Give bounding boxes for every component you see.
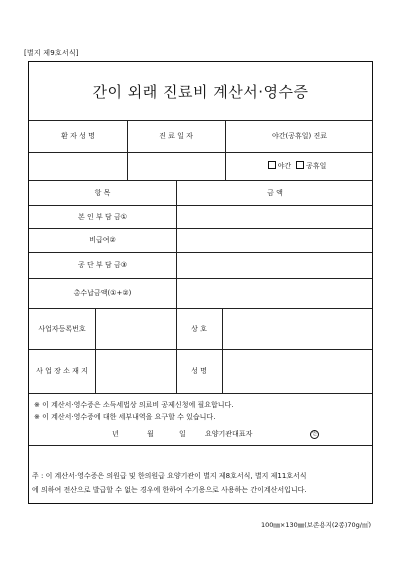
holiday-option-label: 공휴일 (306, 162, 327, 170)
address-field[interactable] (95, 349, 176, 393)
representative-name-label: 성 명 (191, 367, 207, 375)
representative-label: 요양기관대표자 (205, 430, 253, 438)
company-name-label: 상 호 (191, 324, 207, 333)
paper-spec: 100㎜×130㎜(보존용지(2종)70g/㎡) (260, 521, 371, 529)
treatment-date-label: 진 료 일 자 (159, 132, 193, 140)
amount-column-header: 금 액 (267, 188, 283, 197)
holiday-checkbox[interactable] (296, 161, 304, 169)
footnote-line: 에 의하여 전산으로 발급할 수 없는 경우에 한하여 수기용으로 사용하는 간이계산서입니다. (32, 486, 307, 494)
night-checkbox[interactable] (268, 161, 276, 169)
treatment-date-field[interactable] (127, 152, 225, 180)
seal-icon: 인 (310, 430, 319, 439)
representative-name-field[interactable] (222, 349, 374, 393)
company-name-field[interactable] (222, 308, 374, 349)
night-holiday-label: 야간(공휴일) 진료 (271, 132, 328, 140)
item-insurer-amount[interactable] (176, 252, 374, 278)
signature-year: 년 (112, 430, 119, 438)
registration-number-field[interactable] (95, 308, 176, 349)
patient-name-field[interactable] (29, 152, 127, 180)
note-line: ※ 이 계산서·영수증에 대한 세부내역을 요구할 수 있습니다. (34, 413, 216, 421)
item-noncovered-amount[interactable] (176, 228, 374, 252)
annex-label: [별지 제9호서식] (24, 49, 79, 57)
seal-mark (310, 428, 319, 440)
item-copayment-label: 본 인 부 담 금① (78, 212, 127, 221)
holiday-option[interactable] (296, 161, 326, 171)
item-copayment-amount[interactable] (176, 205, 374, 228)
note-line: ※ 이 계산서·영수증은 소득세법상 의료비 공제신청에 필요합니다. (34, 401, 234, 409)
form-title: 간이 외래 진료비 계산서·영수증 (92, 82, 309, 101)
receipt-form (28, 61, 373, 504)
night-option[interactable] (268, 161, 292, 171)
item-noncovered-label: 비급여② (89, 236, 116, 244)
night-option-label: 야간 (277, 162, 292, 170)
signature-day: 일 (179, 430, 186, 438)
item-column-header: 항 목 (94, 188, 111, 197)
address-label: 사 업 장 소 재 지 (36, 367, 88, 375)
item-total-amount[interactable] (176, 278, 374, 308)
patient-name-label: 환 자 성 명 (61, 132, 95, 140)
registration-number-label: 사업자등록번호 (38, 324, 86, 333)
item-total-label: 총수납금액(①+②) (73, 289, 132, 297)
night-holiday-options (225, 152, 374, 180)
divider (29, 393, 372, 394)
item-insurer-label: 공 단 부 담 금③ (78, 261, 127, 269)
footnote-line: 주 : 이 계산서·영수증은 의원급 및 한의원급 요양기관이 별지 제8호서식, 별지 제11호서식 (32, 472, 307, 480)
signature-month: 월 (147, 430, 154, 438)
divider (29, 445, 372, 446)
